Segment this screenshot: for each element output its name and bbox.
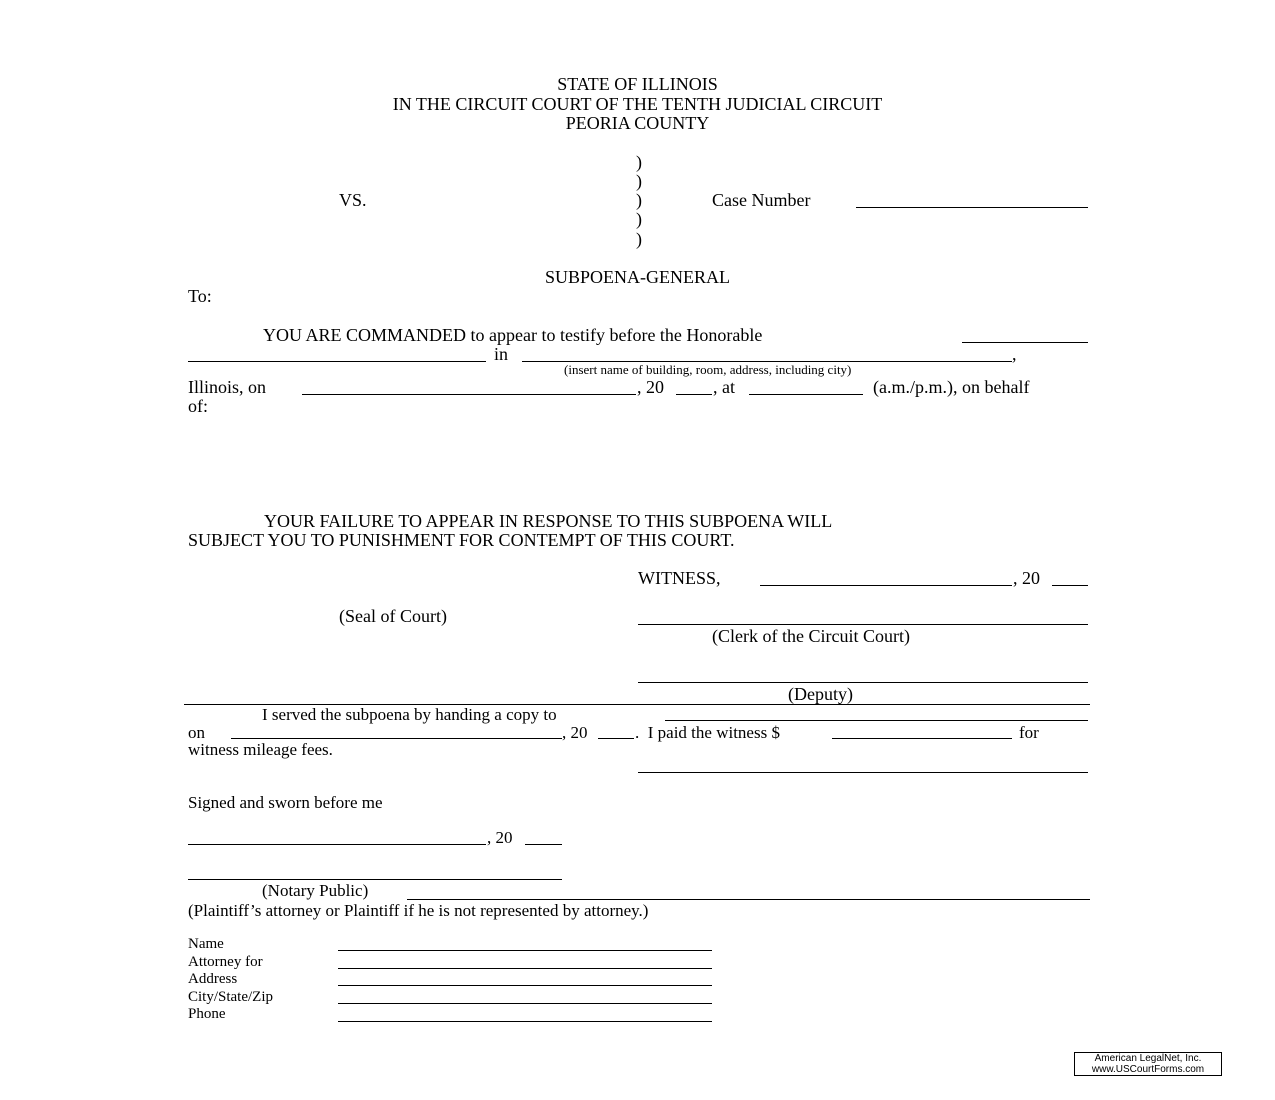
command-text: YOU ARE COMMANDED to appear to testify before the Honorable (263, 325, 763, 345)
judge-name-line[interactable] (962, 342, 1088, 343)
caption-paren: ) (636, 209, 642, 229)
field-attorney-for-line[interactable] (338, 968, 712, 969)
clerk-label: (Clerk of the Circuit Court) (712, 626, 910, 646)
field-name-line[interactable] (338, 950, 712, 951)
header-county: PEORIA COUNTY (565, 113, 710, 133)
document-title: SUBPOENA-GENERAL (544, 267, 730, 287)
header-court: IN THE CIRCUIT COURT OF THE TENTH JUDICIAL CIRCUIT (392, 94, 883, 114)
witness-name-line[interactable] (760, 585, 1012, 586)
location-hint: (insert name of building, room, address, including city) (564, 362, 852, 377)
warning-line2: SUBJECT YOU TO PUNISHMENT FOR CONTEMPT OF THIS COURT. (188, 530, 735, 550)
seal-of-court: (Seal of Court) (339, 606, 447, 626)
witness-year-prefix: , 20 (1013, 568, 1040, 588)
served-on: on (188, 723, 205, 742)
paid-text: . I paid the witness $ (635, 723, 780, 742)
served-text: I served the subpoena by handing a copy to (262, 705, 557, 724)
caption-paren: ) (636, 229, 642, 249)
served-year-prefix: , 20 (562, 723, 588, 742)
publisher-url: www.USCourtForms.com (1091, 1064, 1205, 1075)
notary-year-prefix: , 20 (487, 828, 513, 847)
field-city-state-zip-label: City/State/Zip (188, 989, 273, 1005)
illinois-on: Illinois, on (188, 377, 267, 397)
caption-paren: ) (636, 190, 642, 210)
attorney-note: (Plaintiff’s attorney or Plaintiff if he is not represented by attorney.) (188, 901, 649, 920)
year-prefix: , 20 (637, 377, 664, 397)
served-date-line[interactable] (231, 738, 562, 739)
field-phone-label: Phone (188, 1006, 226, 1022)
header-state: STATE OF ILLINOIS (557, 74, 718, 94)
field-address-line[interactable] (338, 985, 712, 986)
judge-name-line-cont[interactable] (188, 361, 486, 362)
notary-label: (Notary Public) (262, 881, 369, 900)
publisher-badge (1074, 1052, 1222, 1076)
behalf-of: of: (188, 396, 208, 416)
field-address-label: Address (188, 971, 238, 987)
mileage-text: witness mileage fees. (188, 740, 333, 759)
case-number-line[interactable] (856, 207, 1088, 208)
fee-amount-line[interactable] (832, 738, 1012, 739)
field-city-state-zip-line[interactable] (338, 1003, 712, 1004)
command-comma: , (1012, 344, 1017, 364)
publisher-name: American LegalNet, Inc. (1094, 1053, 1202, 1064)
server-signature-line[interactable] (638, 772, 1088, 773)
time-line[interactable] (749, 394, 863, 395)
caption-paren: ) (636, 152, 642, 172)
at-label: , at (713, 377, 735, 397)
field-name-label: Name (188, 936, 224, 952)
witness-year-line[interactable] (1052, 585, 1088, 586)
served-year-line[interactable] (598, 738, 634, 739)
caption-paren: ) (636, 171, 642, 191)
command-in: in (494, 344, 509, 364)
warning-line1: YOUR FAILURE TO APPEAR IN RESPONSE TO THIS SUBPOENA WILL (264, 511, 833, 531)
notary-year-line[interactable] (525, 844, 562, 845)
to-label: To: (188, 286, 212, 306)
notary-date-line[interactable] (188, 844, 486, 845)
attorney-divider (407, 899, 1090, 900)
year-line[interactable] (676, 394, 712, 395)
field-phone-line[interactable] (338, 1021, 712, 1022)
field-attorney-for-label: Attorney for (188, 954, 263, 970)
clerk-signature-line[interactable] (638, 624, 1088, 625)
for-label: for (1019, 723, 1039, 742)
caption-vs: VS. (339, 190, 367, 210)
case-number-label: Case Number (712, 190, 811, 210)
deputy-label: (Deputy) (788, 684, 853, 704)
deputy-signature-line[interactable] (638, 682, 1088, 683)
notary-signature-line[interactable] (188, 879, 562, 880)
date-line[interactable] (302, 394, 636, 395)
served-person-line[interactable] (665, 720, 1088, 721)
ampm-label: (a.m./p.m.), on behalf (873, 377, 1030, 397)
signed-sworn: Signed and sworn before me (188, 793, 383, 812)
witness-label: WITNESS, (638, 568, 721, 588)
